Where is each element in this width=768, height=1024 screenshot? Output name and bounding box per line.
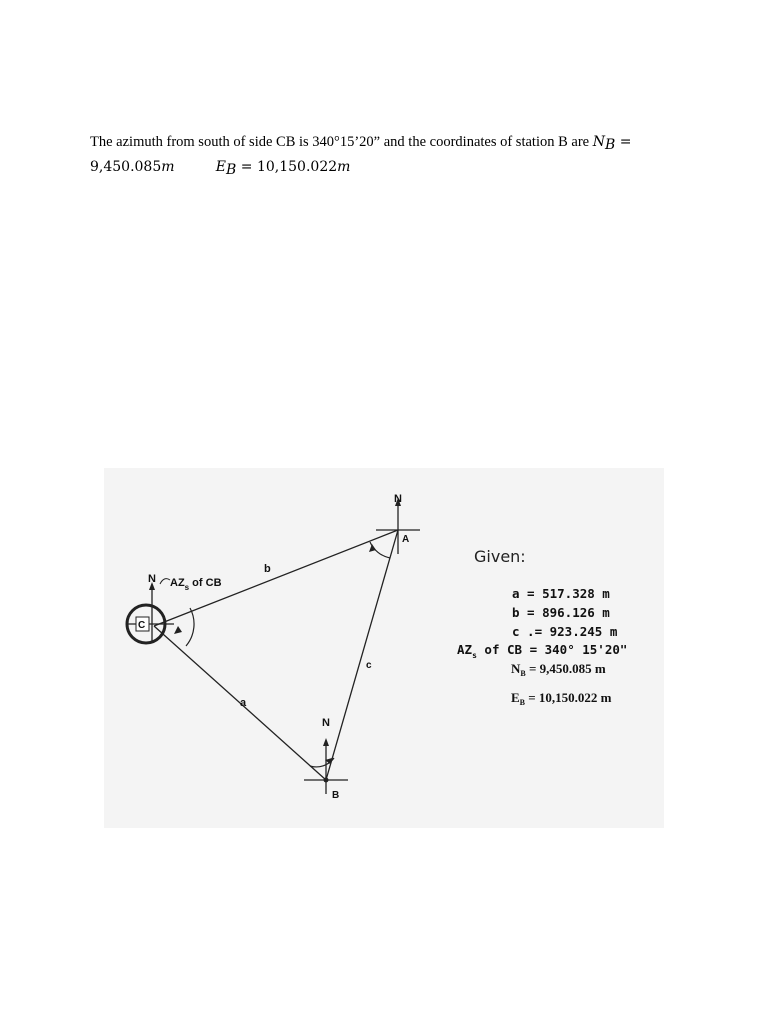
angle-a-arrow: [369, 544, 376, 552]
triangle-diagram: [104, 468, 664, 828]
side-c-line: [326, 530, 398, 780]
nb-equals: =: [615, 134, 632, 150]
side-c-label: c: [366, 660, 372, 671]
station-b-label: B: [332, 790, 340, 801]
side-b-label: b: [264, 563, 271, 575]
given-nb: $N_B = 9,450.085$ m: [511, 661, 606, 678]
given-title: Given:: [474, 547, 526, 566]
side-a-label: a: [240, 697, 247, 709]
north-c-label: N: [148, 573, 156, 585]
nb-subscript: B: [604, 137, 616, 153]
given-a: a = 517.328 m: [512, 586, 610, 601]
given-b: b = 896.126 m: [512, 605, 610, 620]
station-c-marker: [126, 582, 174, 643]
given-azimuth: $AZ_s$ of CB = 340° 15'20": [457, 642, 628, 660]
given-c: c .= 923.245 m: [512, 624, 618, 639]
north-a-label: N: [394, 493, 402, 505]
angle-c-arc: [186, 608, 194, 646]
given-eb: $E_B = 10,150.022$ m: [511, 690, 612, 707]
angle-c-arrow: [174, 626, 182, 634]
north-b-label: N: [322, 717, 330, 729]
eb-subscript: B: [226, 162, 237, 178]
eb-value: 10,150.022: [256, 159, 338, 175]
station-c-label: C: [138, 620, 146, 631]
azimuth-leader: [160, 579, 170, 584]
station-a-marker: [376, 498, 420, 554]
eb-equals: =: [236, 159, 257, 175]
nb-value: 9,450.085: [90, 159, 162, 175]
nb-unit: m: [161, 159, 175, 175]
nb-symbol: N: [592, 134, 605, 150]
eb-unit: m: [337, 159, 351, 175]
station-a-label: A: [402, 534, 410, 545]
statement-text: The azimuth from south of side CB is 340°15’20” and the coordinates of station B are: [90, 134, 593, 150]
azimuth-label: $AZ_s$ of CB: [170, 577, 222, 592]
eb-symbol: E: [215, 159, 227, 175]
problem-statement: [90, 131, 690, 181]
triangle-figure: [104, 468, 664, 828]
